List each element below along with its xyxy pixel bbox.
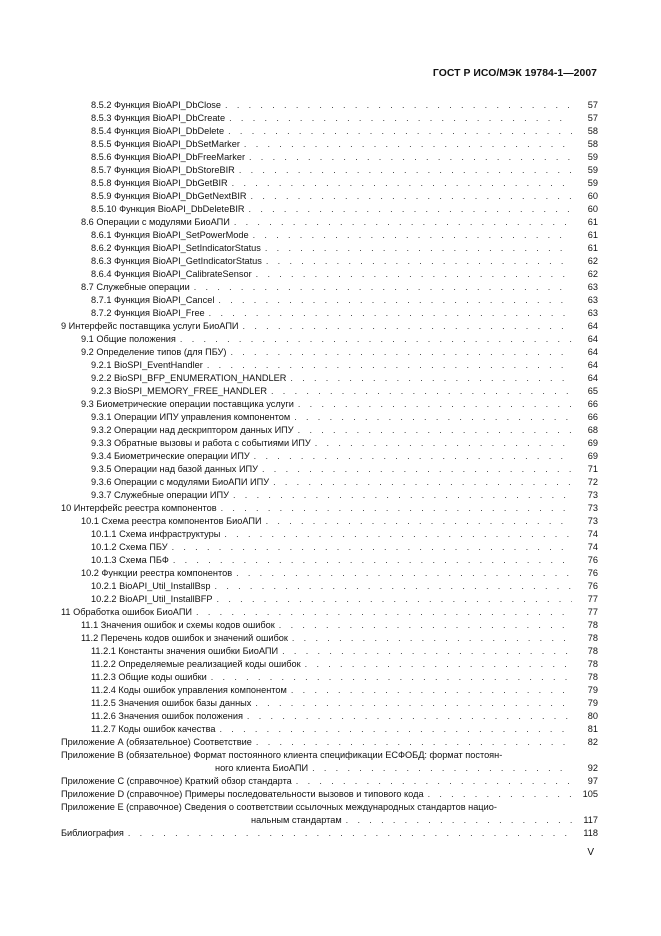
toc-dot-leader (292, 632, 572, 645)
toc-entry[interactable] (61, 762, 598, 775)
toc-dot-leader (219, 723, 572, 736)
toc-dot-leader (228, 125, 572, 138)
toc-entry-page-number: 78 (587, 659, 598, 669)
toc-entry-title: 9.3.3 Обратные вызовы и работа с событиями ИПУ (91, 438, 311, 448)
toc-dot-leader (243, 320, 572, 333)
toc-entry[interactable] (61, 554, 598, 567)
toc-entry[interactable] (61, 697, 598, 710)
toc-entry-page-number: 76 (587, 568, 598, 578)
toc-dot-leader (247, 710, 572, 723)
toc-entry-page-number: 118 (583, 828, 598, 838)
toc-entry[interactable] (61, 99, 598, 112)
toc-entry-title: 9.3.7 Служебные операции ИПУ (91, 490, 229, 500)
toc-entry-page-number: 63 (587, 295, 598, 305)
toc-entry-title: 10.1 Схема реестра компонентов БиоАПИ (81, 516, 262, 526)
toc-dot-leader (249, 203, 572, 216)
toc-entry[interactable] (61, 177, 598, 190)
toc-entry-page-number: 74 (587, 529, 598, 539)
toc-entry[interactable] (61, 320, 598, 333)
toc-dot-leader (253, 229, 572, 242)
toc-entry-page-number: 62 (587, 269, 598, 279)
toc-entry-page-number: 60 (587, 191, 598, 201)
toc-dot-leader (279, 619, 572, 632)
toc-entry[interactable] (61, 515, 598, 528)
toc-entry-page-number: 78 (587, 620, 598, 630)
toc-entry-page-number: 64 (587, 321, 598, 331)
toc-entry[interactable] (61, 684, 598, 697)
toc-entry-page-number: 97 (587, 776, 598, 786)
toc-entry-title: 8.5.5 Функция BioAPI_DbSetMarker (91, 139, 240, 149)
toc-dot-leader (296, 775, 572, 788)
toc-entry[interactable] (61, 476, 598, 489)
toc-entry[interactable] (61, 788, 598, 801)
toc-entry-title: 8.5.8 Функция BioAPI_DbGetBIR (91, 178, 228, 188)
toc-dot-leader (271, 385, 572, 398)
toc-entry[interactable] (61, 203, 598, 216)
toc-entry[interactable] (61, 658, 598, 671)
toc-entry-title: 10 Интерфейс реестра компонентов (61, 503, 217, 513)
toc-entry[interactable] (61, 710, 598, 723)
toc-entry[interactable] (61, 294, 598, 307)
toc-entry-title: 9.2.2 BioSPI_BFP_ENUMERATION_HANDLER (91, 373, 287, 383)
toc-entry-page-number: 59 (587, 152, 598, 162)
toc-dot-leader (290, 372, 572, 385)
toc-entry[interactable] (61, 775, 598, 788)
toc-entry[interactable] (61, 125, 598, 138)
toc-entry-title: 8.5.6 Функция BioAPI_DbFreeMarker (91, 152, 245, 162)
toc-entry-title: 8.5.10 Функция BioAPI_DbDeleteBIR (91, 204, 245, 214)
toc-entry[interactable] (61, 424, 598, 437)
toc-entry[interactable] (61, 489, 598, 502)
toc-dot-leader (273, 476, 572, 489)
toc-dot-leader (229, 112, 572, 125)
toc-entry[interactable] (61, 827, 598, 840)
toc-entry[interactable] (61, 268, 598, 281)
toc-entry[interactable] (61, 632, 598, 645)
toc-entry[interactable] (61, 242, 598, 255)
toc-dot-leader (315, 437, 572, 450)
toc-entry-page-number: 78 (587, 633, 598, 643)
toc-entry-title: 8.7 Служебные операции (81, 282, 190, 292)
toc-entry-title: Библиография (61, 828, 124, 838)
toc-dot-leader (218, 294, 572, 307)
toc-entry-title: 9.3 Биометрические операции поставщика услуги (81, 399, 294, 409)
toc-entry-page-number: 74 (587, 542, 598, 552)
toc-entry-title: 11.2.6 Значения ошибок положения (91, 711, 243, 721)
table-of-contents (61, 99, 598, 840)
toc-entry[interactable] (61, 450, 598, 463)
toc-entry[interactable] (61, 736, 598, 749)
toc-entry-title: 8.5.7 Функция BioAPI_DbStoreBIR (91, 165, 235, 175)
toc-dot-leader (207, 359, 572, 372)
toc-entry-page-number: 69 (587, 451, 598, 461)
toc-entry[interactable] (61, 645, 598, 658)
toc-dot-leader (305, 658, 572, 671)
toc-dot-leader (312, 762, 572, 775)
toc-entry-page-number: 59 (587, 165, 598, 175)
toc-entry-title: нальным стандартам (251, 815, 342, 825)
toc-entry-page-number: 63 (587, 308, 598, 318)
toc-dot-leader (234, 216, 572, 229)
toc-entry-page-number: 61 (587, 243, 598, 253)
toc-entry-page-number: 57 (587, 113, 598, 123)
toc-entry-title: 11 Обработка ошибок БиоАПИ (61, 607, 193, 617)
toc-entry-page-number: 117 (583, 815, 598, 825)
toc-entry-page-number: 81 (587, 724, 598, 734)
toc-entry-title: 9.3.1 Операции ИПУ управления компонентом (91, 412, 291, 422)
toc-dot-leader (211, 671, 572, 684)
toc-entry[interactable] (61, 593, 598, 606)
toc-entry-page-number: 60 (587, 204, 598, 214)
toc-entry[interactable] (61, 749, 598, 762)
toc-entry[interactable] (61, 814, 598, 827)
toc-entry-title: Приложение А (обязательное) Соответствие (61, 737, 252, 747)
toc-dot-leader (346, 814, 572, 827)
toc-entry-page-number: 77 (587, 607, 598, 617)
toc-entry-title: 9.2.1 BioSPI_EventHandler (91, 360, 203, 370)
toc-entry[interactable] (61, 164, 598, 177)
toc-dot-leader (255, 697, 572, 710)
toc-entry[interactable] (61, 216, 598, 229)
toc-entry-page-number: 71 (587, 464, 598, 474)
toc-dot-leader (265, 242, 572, 255)
toc-entry-title: 9.2.3 BioSPI_MEMORY_FREE_HANDLER (91, 386, 267, 396)
toc-entry[interactable] (61, 138, 598, 151)
toc-dot-leader (256, 736, 572, 749)
toc-entry-title: 8.5.4 Функция BioAPI_DbDelete (91, 126, 225, 136)
toc-entry[interactable] (61, 151, 598, 164)
toc-entry-title: 10.1.3 Схема ПБФ (91, 555, 169, 565)
toc-entry-title: Приложение D (справочное) Примеры последовательности вызовов и типового кода (61, 789, 424, 799)
toc-entry-title: 11.2.5 Значения ошибок базы данных (91, 698, 252, 708)
toc-entry-title: 8.6.2 Функция BioAPI_SetIndicatorStatus (91, 243, 261, 253)
toc-entry-page-number: 82 (587, 737, 598, 747)
toc-dot-leader (294, 411, 572, 424)
toc-entry[interactable] (61, 255, 598, 268)
toc-dot-leader (291, 684, 572, 697)
toc-entry-title: 11.2.7 Коды ошибок качества (91, 724, 216, 734)
toc-entry[interactable] (61, 190, 598, 203)
toc-entry[interactable] (61, 333, 598, 346)
toc-dot-leader (209, 307, 572, 320)
toc-entry-page-number: 66 (587, 412, 598, 422)
toc-entry-title: 11.2.4 Коды ошибок управления компонентом (91, 685, 287, 695)
toc-entry[interactable] (61, 229, 598, 242)
toc-entry[interactable] (61, 385, 598, 398)
toc-entry-page-number: 64 (587, 373, 598, 383)
toc-entry-title: 11.2 Перечень кодов ошибок и значений ошибок (81, 633, 288, 643)
toc-entry[interactable] (61, 281, 598, 294)
toc-entry-page-number: 76 (587, 581, 598, 591)
toc-entry-title: 9 Интерфейс поставщика услуги БиоАПИ (61, 321, 239, 331)
toc-entry-title: 10.2 Функции реестра компонентов (81, 568, 233, 578)
toc-entry-title: 10.1.2 Схема ПБУ (91, 542, 168, 552)
toc-entry[interactable] (61, 528, 598, 541)
toc-entry-page-number: 80 (587, 711, 598, 721)
toc-dot-leader (194, 281, 572, 294)
toc-entry-page-number: 73 (587, 503, 598, 513)
toc-entry-title: 8.6.4 Функция BioAPI_CalibrateSensor (91, 269, 252, 279)
toc-entry[interactable] (61, 398, 598, 411)
toc-entry-page-number: 59 (587, 178, 598, 188)
toc-entry-page-number: 64 (587, 334, 598, 344)
toc-dot-leader (428, 788, 572, 801)
toc-entry-title: 8.5.3 Функция BioAPI_DbCreate (91, 113, 226, 123)
toc-entry-title: 9.1 Общие положения (81, 334, 176, 344)
toc-dot-leader (239, 164, 572, 177)
page-number-footer (587, 847, 594, 858)
toc-entry-page-number: 61 (587, 230, 598, 240)
toc-entry[interactable] (61, 359, 598, 372)
toc-dot-leader (224, 528, 572, 541)
toc-entry-title: 11.2.2 Определяемые реализацией коды ошибок (91, 659, 301, 669)
toc-dot-leader (180, 333, 572, 346)
toc-entry[interactable] (61, 411, 598, 424)
toc-entry-page-number: 68 (587, 425, 598, 435)
toc-entry-page-number: 76 (587, 555, 598, 565)
toc-entry[interactable] (61, 372, 598, 385)
toc-entry-title: 8.5.2 Функция BioAPI_DbClose (91, 100, 222, 110)
toc-entry[interactable] (61, 723, 598, 736)
toc-entry-title: 11.1 Значения ошибок и схемы кодов ошибок (81, 620, 275, 630)
toc-entry-page-number: 77 (587, 594, 598, 604)
toc-dot-leader (254, 450, 572, 463)
document-header (433, 68, 597, 79)
toc-dot-leader (256, 268, 572, 281)
toc-entry[interactable] (61, 801, 598, 814)
toc-entry-page-number: 79 (587, 698, 598, 708)
toc-entry-title: 8.7.2 Функция BioAPI_Free (91, 308, 205, 318)
toc-entry-page-number: 64 (587, 360, 598, 370)
toc-entry-title: 8.7.1 Функция BioAPI_Cancel (91, 295, 215, 305)
toc-entry-title: 9.3.4 Биометрические операции ИПУ (91, 451, 250, 461)
toc-entry-page-number: 78 (587, 672, 598, 682)
toc-entry-page-number: 64 (587, 347, 598, 357)
toc-dot-leader (266, 255, 572, 268)
toc-entry[interactable] (61, 307, 598, 320)
toc-entry[interactable] (61, 606, 598, 619)
standard-designation: ГОСТ Р ИСО/МЭК 19784-1—2007 (432, 68, 597, 79)
toc-entry-title: 8.6.3 Функция BioAPI_GetIndicatorStatus (91, 256, 262, 266)
toc-dot-leader (282, 645, 572, 658)
toc-entry-page-number: 92 (587, 763, 598, 773)
toc-entry-page-number: 79 (587, 685, 598, 695)
toc-entry[interactable] (61, 463, 598, 476)
toc-entry-title: Приложение В (обязательное) Формат постоянного клиента спецификации ЕСФОБД: формат постоян- (61, 750, 503, 760)
toc-dot-leader (298, 424, 572, 437)
toc-entry-page-number: 69 (587, 438, 598, 448)
toc-entry-title: 10.2.1 BioAPI_Util_InstallBsp (91, 581, 211, 591)
toc-entry[interactable] (61, 619, 598, 632)
toc-entry[interactable] (61, 437, 598, 450)
toc-dot-leader (244, 138, 572, 151)
toc-entry-title: 9.3.6 Операции с модулями БиоАПИ ИПУ (91, 477, 270, 487)
toc-entry-title: 9.3.5 Операции над базой данных ИПУ (91, 464, 258, 474)
toc-entry-page-number: 63 (587, 282, 598, 292)
toc-dot-leader (233, 489, 572, 502)
toc-dot-leader (173, 554, 572, 567)
toc-entry-page-number: 73 (587, 516, 598, 526)
toc-entry-title: 10.1.1 Схема инфраструктуры (91, 529, 221, 539)
toc-dot-leader (230, 346, 572, 359)
toc-dot-leader (262, 463, 572, 476)
toc-entry-title: ного клиента БиоАПИ (215, 763, 309, 773)
toc-dot-leader (217, 593, 572, 606)
toc-entry-page-number: 78 (587, 646, 598, 656)
toc-entry-page-number: 58 (587, 139, 598, 149)
toc-entry-title: 10.2.2 BioAPI_Util_InstallBFP (91, 594, 213, 604)
toc-entry[interactable] (61, 567, 598, 580)
toc-entry-page-number: 61 (587, 217, 598, 227)
toc-entry-page-number: 58 (587, 126, 598, 136)
toc-entry[interactable] (61, 112, 598, 125)
toc-entry-page-number: 72 (587, 477, 598, 487)
toc-entry[interactable] (61, 346, 598, 359)
toc-dot-leader (128, 827, 572, 840)
toc-dot-leader (266, 515, 572, 528)
toc-entry-page-number: 65 (587, 386, 598, 396)
toc-entry[interactable] (61, 671, 598, 684)
toc-dot-leader (232, 177, 572, 190)
toc-entry-title: Приложение С (справочное) Краткий обзор стандарта (61, 776, 292, 786)
toc-entry-page-number: 105 (582, 789, 598, 799)
toc-entry-title: 11.2.1 Константы значения ошибки БиоАПИ (91, 646, 279, 656)
page-label: V (587, 847, 594, 858)
toc-entry-title: 8.6 Операции с модулями БиоАПИ (81, 217, 230, 227)
toc-entry-title: 9.2 Определение типов (для ПБУ) (81, 347, 227, 357)
toc-entry-page-number: 73 (587, 490, 598, 500)
toc-entry-page-number: 62 (587, 256, 598, 266)
toc-entry-title: 11.2.3 Общие коды ошибки (91, 672, 207, 682)
toc-entry-title: 9.3.2 Операции над дескриптором данных ИПУ (91, 425, 294, 435)
toc-entry[interactable] (61, 541, 598, 554)
toc-entry-page-number: 66 (587, 399, 598, 409)
toc-entry-page-number: 57 (587, 100, 598, 110)
toc-dot-leader (236, 567, 572, 580)
toc-entry[interactable] (61, 580, 598, 593)
toc-dot-leader (251, 190, 572, 203)
toc-dot-leader (172, 541, 572, 554)
toc-entry-title: 8.5.9 Функция BioAPI_DbGetNextBIR (91, 191, 247, 201)
toc-dot-leader (225, 99, 572, 112)
toc-entry[interactable] (61, 502, 598, 515)
toc-dot-leader (196, 606, 572, 619)
toc-dot-leader (249, 151, 572, 164)
toc-entry-title: Приложение Е (справочное) Сведения о соответствии ссылочных международных стандартов нацио- (61, 802, 497, 812)
toc-dot-leader (215, 580, 572, 593)
toc-dot-leader (298, 398, 572, 411)
toc-dot-leader (221, 502, 572, 515)
toc-entry-title: 8.6.1 Функция BioAPI_SetPowerMode (91, 230, 249, 240)
